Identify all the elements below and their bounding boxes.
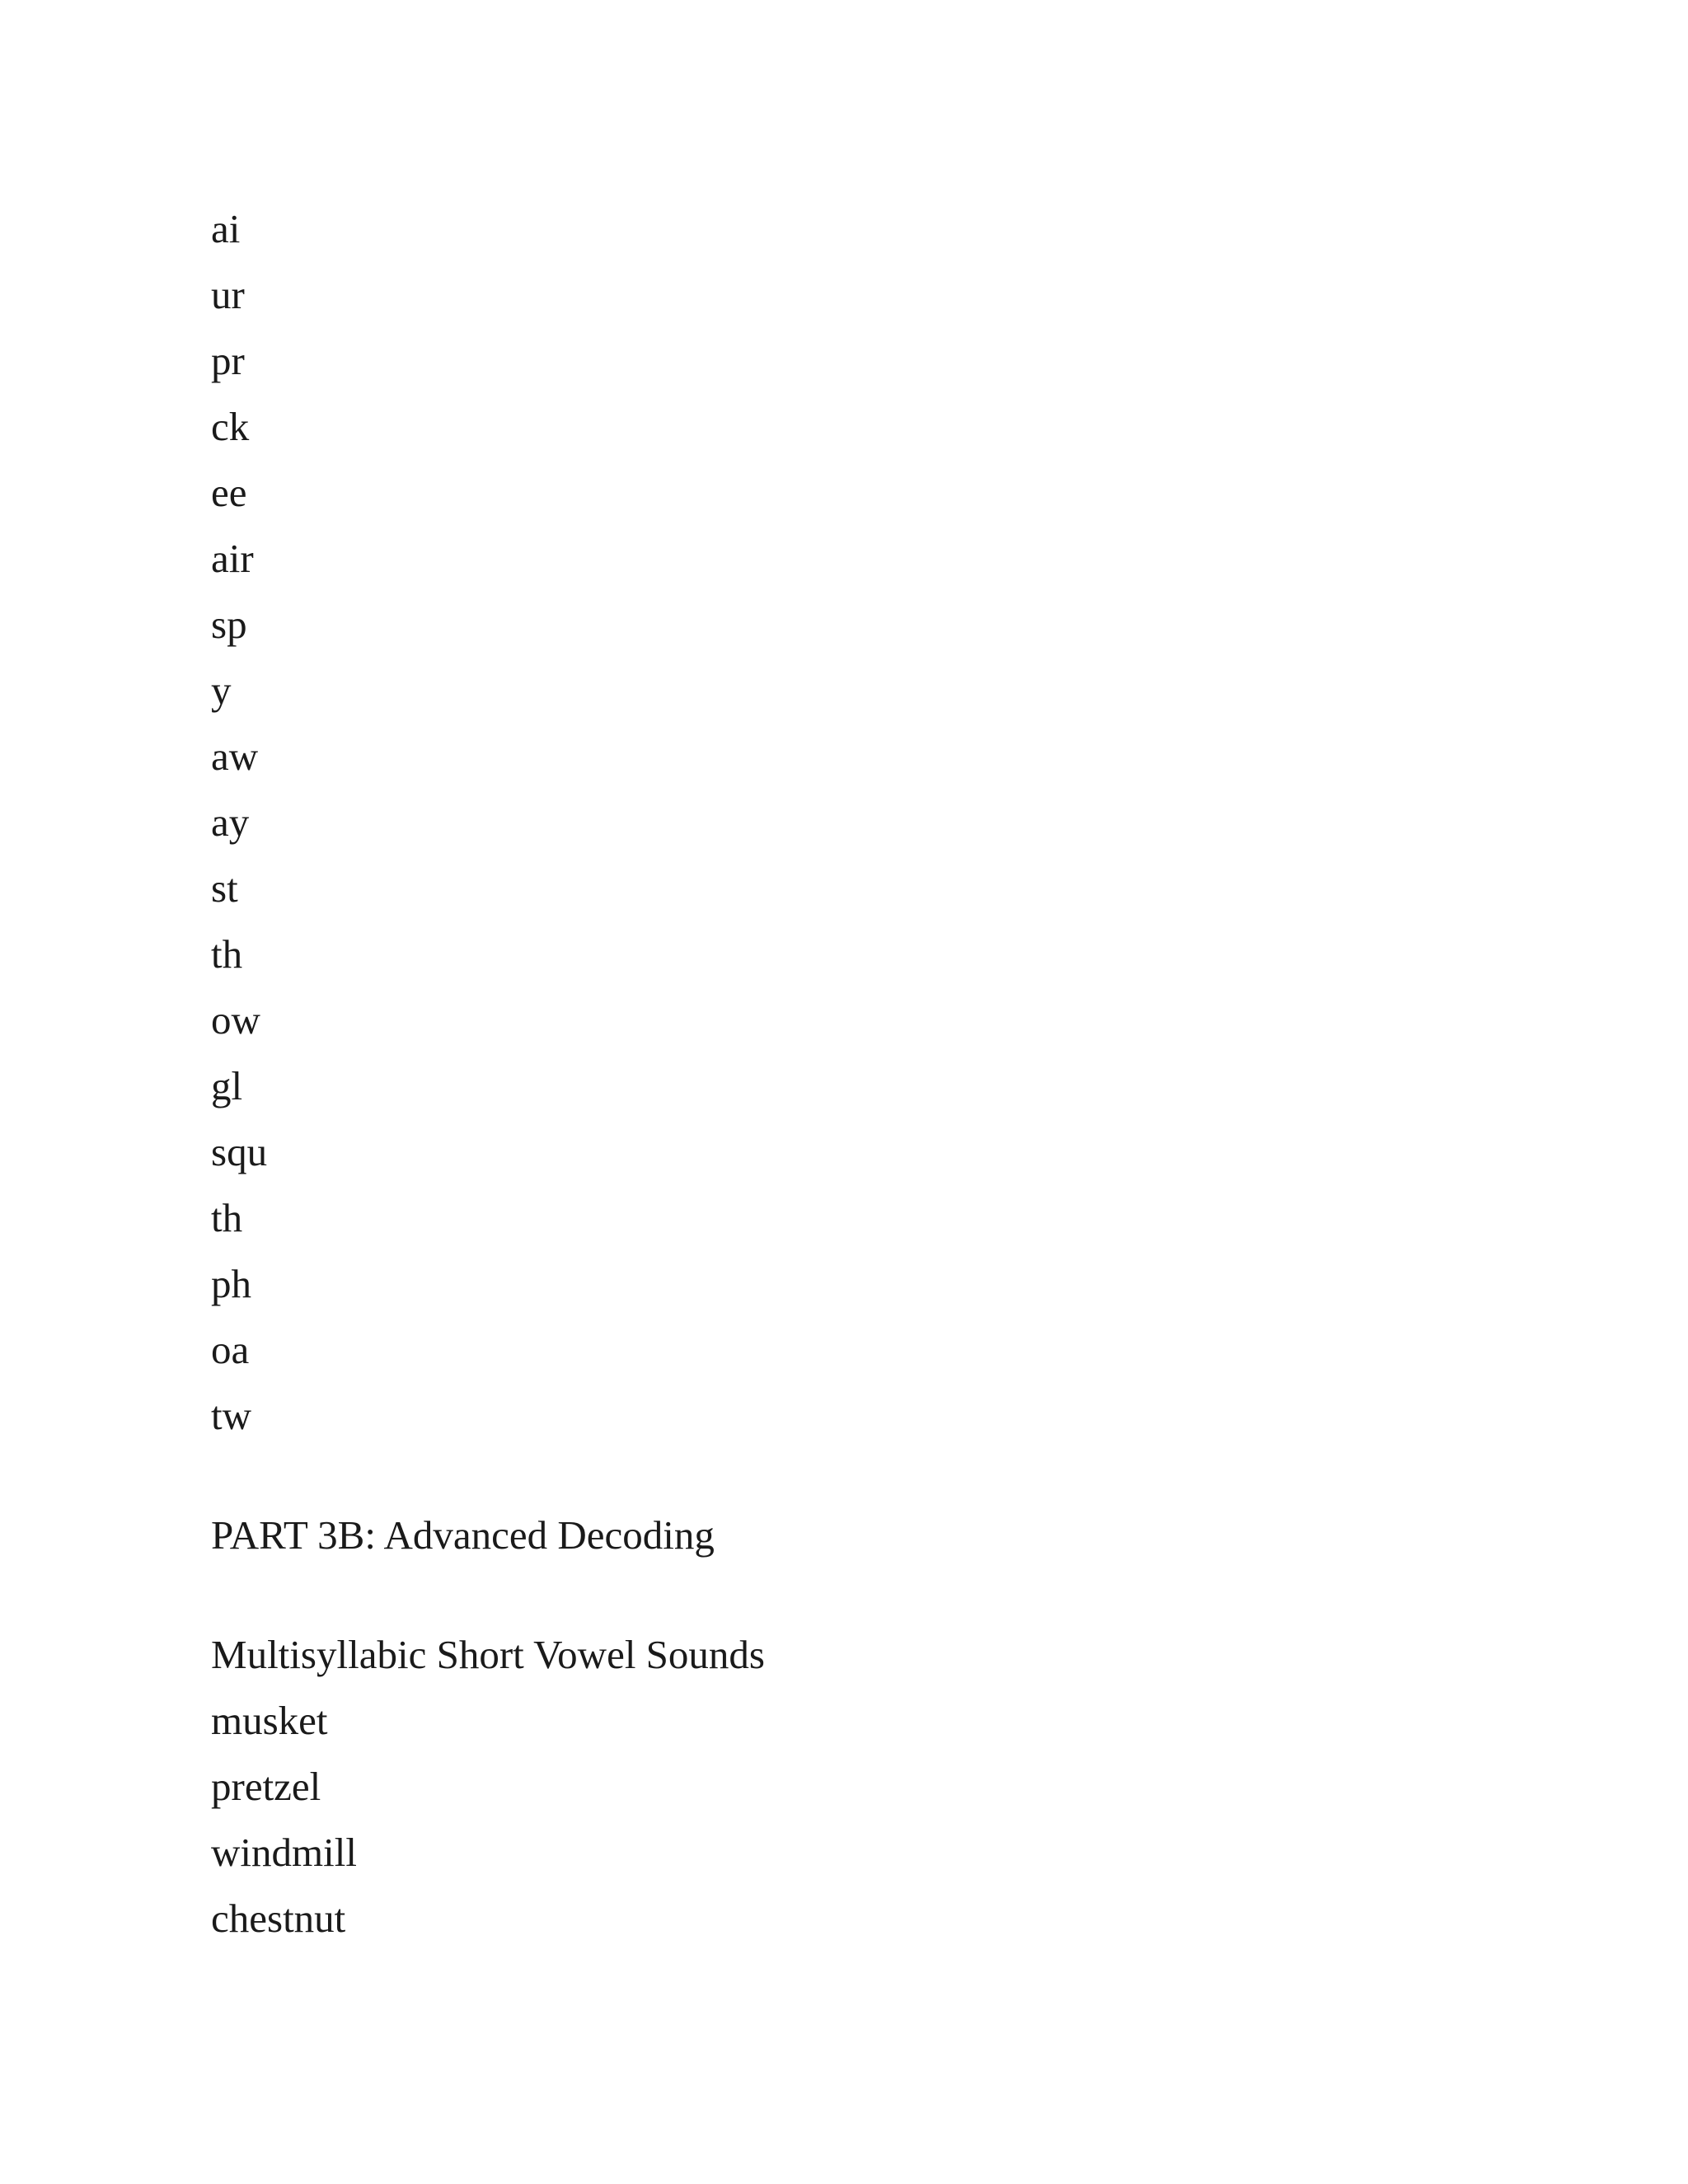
phonics-item: ee	[211, 470, 247, 515]
phonics-item: tw	[211, 1393, 251, 1438]
phonics-item: st	[211, 865, 238, 911]
phonics-item: th	[211, 931, 243, 977]
word-item: chestnut	[211, 1896, 346, 1941]
page-content	[211, 196, 1530, 1952]
word-item: pretzel	[211, 1764, 321, 1809]
phonics-item: ur	[211, 272, 245, 317]
phonics-item: th	[211, 1195, 243, 1240]
phonics-item: ai	[211, 206, 241, 251]
word-item: windmill	[211, 1830, 357, 1875]
phonics-item: air	[211, 536, 254, 581]
part-heading: PART 3B: Advanced Decoding	[211, 1512, 715, 1558]
phonics-item: ay	[211, 799, 250, 845]
phonics-item: oa	[211, 1327, 250, 1372]
section-title: Multisyllabic Short Vowel Sounds	[211, 1632, 766, 1677]
phonics-list	[211, 196, 1530, 1449]
phonics-item: squ	[211, 1129, 268, 1174]
phonics-item: pr	[211, 338, 245, 383]
phonics-item: ck	[211, 404, 250, 449]
phonics-item: sp	[211, 602, 247, 647]
word-list	[211, 1688, 1530, 1952]
word-item: musket	[211, 1698, 328, 1743]
phonics-item: ph	[211, 1261, 251, 1306]
phonics-item: aw	[211, 733, 259, 779]
phonics-item: y	[211, 668, 232, 713]
phonics-item: gl	[211, 1063, 243, 1108]
phonics-item: ow	[211, 997, 260, 1043]
